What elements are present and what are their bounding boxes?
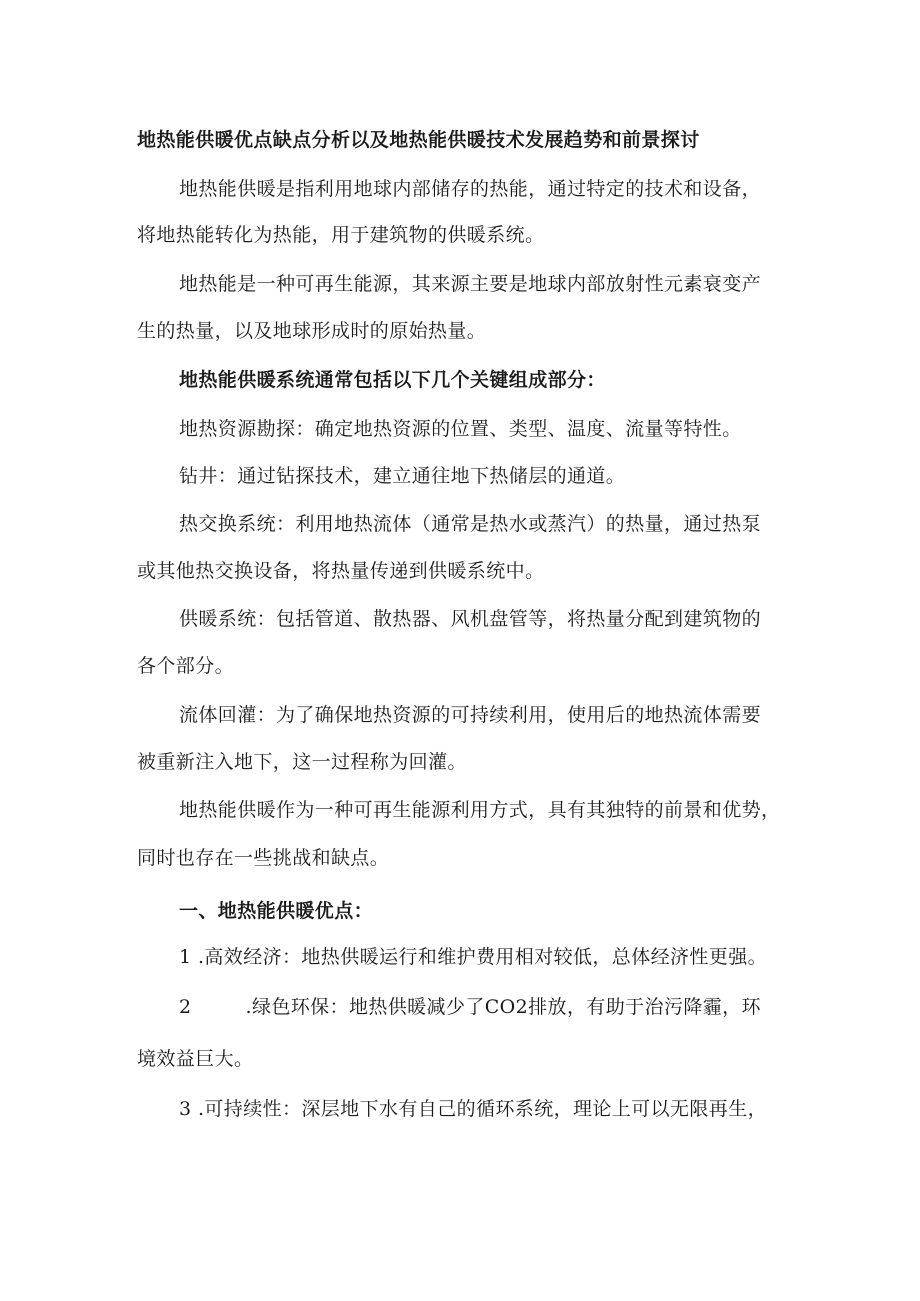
paragraph-heat-exchange-line-2: 或其他热交换设备，将热量传递到供暖系统中。 xyxy=(137,560,545,582)
list-item-1-number: 1 xyxy=(179,946,192,968)
list-item-1 xyxy=(179,944,767,970)
paragraph-reinjection-line-2: 被重新注入地下，这一过程称为回灌。 xyxy=(137,751,467,773)
paragraph-heating-line-2: 各个部分。 xyxy=(137,655,235,677)
document-title: 地热能供暖优点缺点分析以及地热能供暖技术发展趋势和前景探讨 xyxy=(137,129,700,151)
paragraph-heating-line-1: 供暖系统：包括管道、散热器、风机盘管等，将热量分配到建筑物的 xyxy=(179,608,762,630)
paragraph-2-line-1: 地热能是一种可再生能源，其来源主要是地球内部放射性元素衰变产 xyxy=(179,273,762,295)
paragraph-1-line-2: 将地热能转化为热能，用于建筑物的供暖系统。 xyxy=(137,224,545,246)
paragraph-summary-line-1: 地热能供暖作为一种可再生能源利用方式，具有其独特的前景和优势， xyxy=(179,799,781,821)
components-heading: 地热能供暖系统通常包括以下几个关键组成部分： xyxy=(179,369,606,391)
list-item-2-number: 2 xyxy=(179,996,192,1018)
paragraph-reinjection-line-1: 流体回灌：为了确保地热资源的可持续利用，使用后的地热流体需要 xyxy=(179,704,762,726)
list-item-2 xyxy=(179,994,761,1020)
paragraph-exploration: 地热资源勘探：确定地热资源的位置、类型、温度、流量等特性。 xyxy=(179,418,742,440)
list-item-3 xyxy=(179,1096,767,1122)
paragraph-1-line-1: 地热能供暖是指利用地球内部储存的热能，通过特定的技术和设备， xyxy=(179,178,762,200)
list-item-3-number: 3 xyxy=(179,1098,192,1120)
list-item-3-text: .可持续性：深层地下水有自己的循环系统，理论上可以无限再生， xyxy=(197,1098,767,1120)
list-item-2-text: .绿色环保：地热供暖减少了CO2排放，有助于治污降霾，环 xyxy=(245,996,761,1018)
paragraph-heat-exchange-line-1: 热交换系统：利用地热流体（通常是热水或蒸汽）的热量，通过热泵 xyxy=(179,513,762,535)
list-item-1-text: .高效经济：地热供暖运行和维护费用相对较低，总体经济性更强。 xyxy=(197,946,767,968)
advantages-heading: 一、地热能供暖优点： xyxy=(179,900,374,922)
paragraph-drilling: 钻井：通过钻探技术，建立通往地下热储层的通道。 xyxy=(179,465,626,487)
paragraph-2-line-2: 生的热量，以及地球形成时的原始热量。 xyxy=(137,320,487,342)
paragraph-summary-line-2: 同时也存在一些挑战和缺点。 xyxy=(137,847,390,869)
list-item-2-continuation: 境效益巨大。 xyxy=(137,1048,254,1070)
